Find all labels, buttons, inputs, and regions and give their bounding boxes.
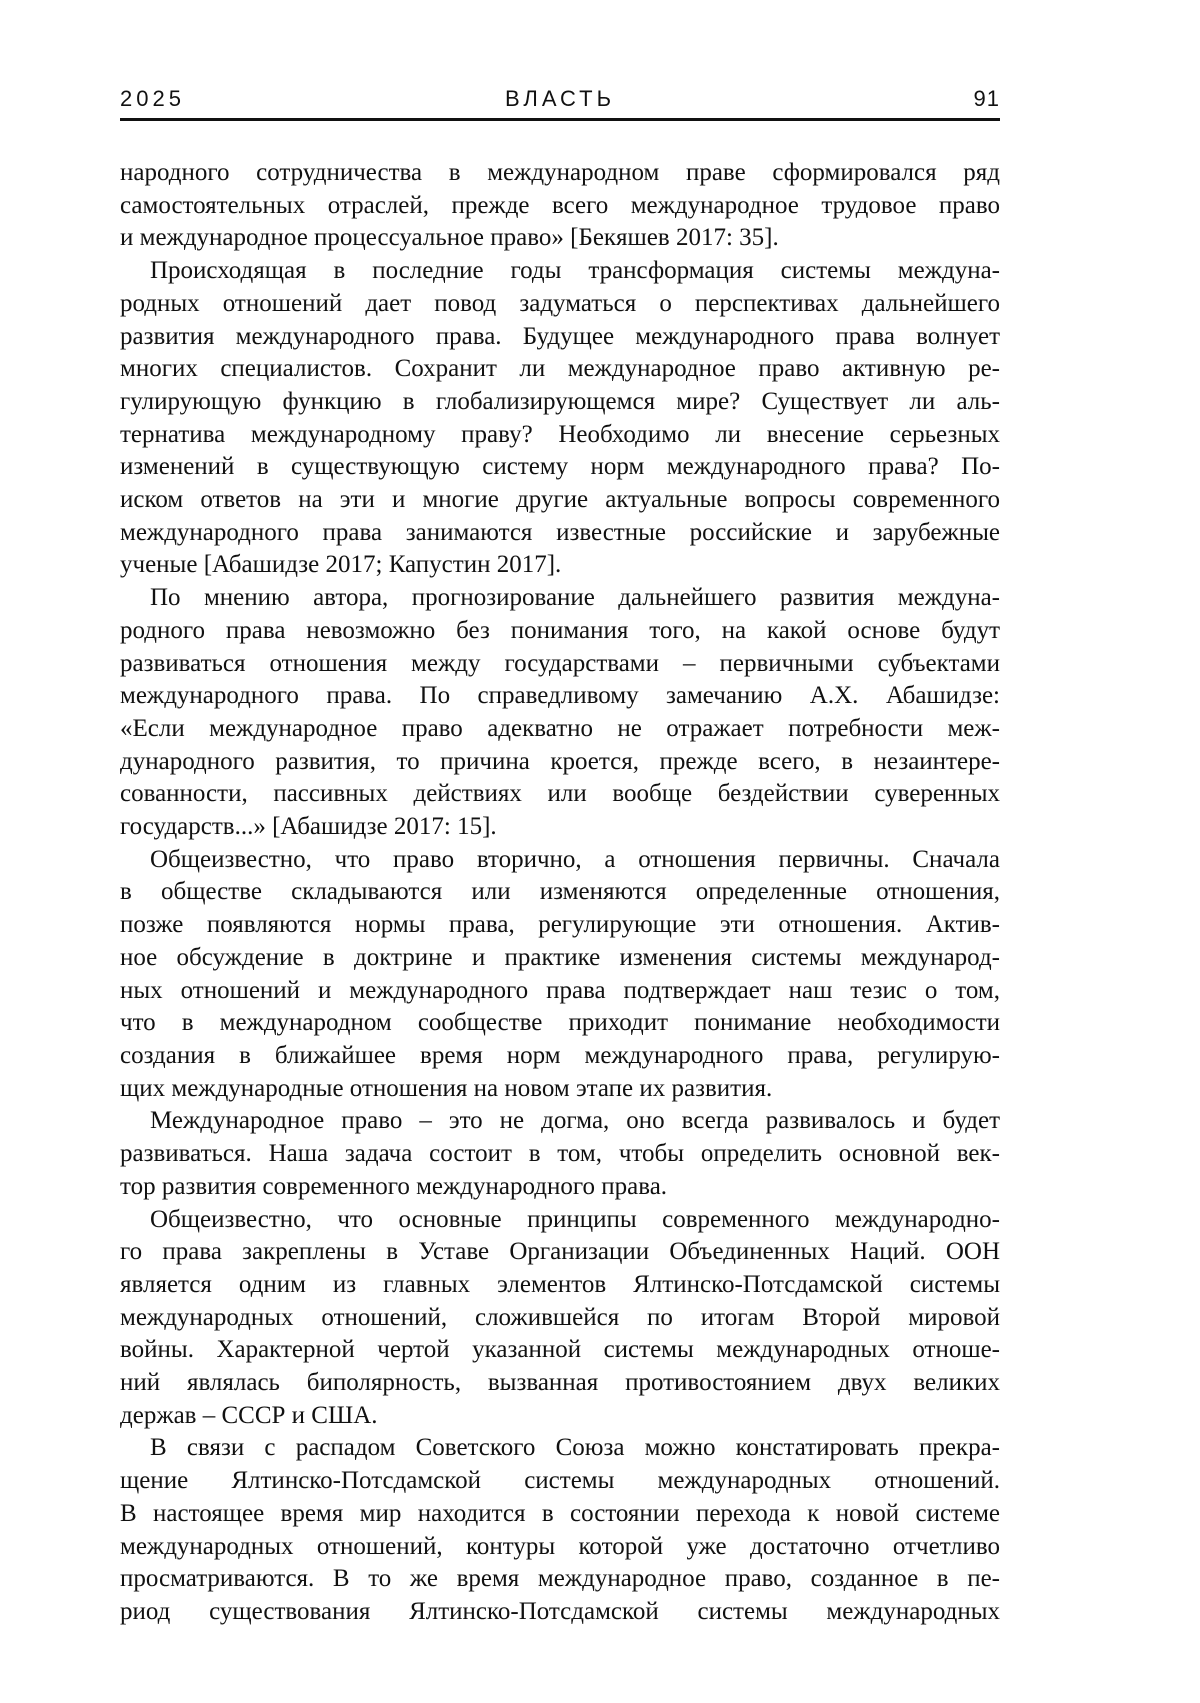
text-line: в обществе складываются или изменяются определенные отношения,	[120, 878, 1000, 906]
paragraph	[120, 1204, 1000, 1433]
article-body	[120, 157, 1000, 1629]
text-line: создания в ближайшее время норм международного права, регулирую-	[120, 1041, 1000, 1069]
text-line: войны. Характерной чертой указанной системы международных отноше-	[120, 1336, 1000, 1364]
header-rule	[120, 118, 1000, 121]
text-line: В настоящее время мир находится в состоянии перехода к новой системе	[120, 1499, 1000, 1527]
text-line: ний являлась биполярность, вызванная противостоянием двух великих	[120, 1369, 1000, 1397]
text-line: позже появляются нормы права, регулирующие эти отношения. Актив-	[120, 911, 1000, 939]
text-line: го права закреплены в Уставе Организации Объединенных Наций. ООН	[120, 1238, 1000, 1266]
text-line: просматриваются. В то же время международное право, созданное в пе-	[120, 1565, 1000, 1593]
text-line: Общеизвестно, что основные принципы современного международно-	[150, 1205, 1000, 1233]
text-line: щение Ялтинско-Потсдамской системы международных отношений.	[120, 1467, 1000, 1495]
text-line: развиваться. Наша задача состоит в том, чтобы определить основной век-	[120, 1140, 1000, 1168]
text-line: международного права занимаются известные российские и зарубежные	[120, 518, 1000, 546]
text-line: «Если международное право адекватно не отражает потребности меж-	[120, 714, 1000, 742]
text-line: родных отношений дает повод задуматься о перспективах дальнейшего	[120, 289, 1000, 317]
text-line: является одним из главных элементов Ялтинско-Потсдамской системы	[120, 1270, 1000, 1298]
text-line: многих специалистов. Сохранит ли международное право активную ре-	[120, 355, 1000, 383]
running-header	[120, 86, 1000, 120]
paragraph	[120, 582, 1000, 844]
paragraph	[120, 1432, 1000, 1628]
text-line: ученые [Абашидзе 2017; Капустин 2017].	[120, 551, 562, 579]
text-line: По мнению автора, прогнозирование дальнейшего развития междуна-	[150, 584, 1000, 612]
text-line: Происходящая в последние годы трансформация системы междуна-	[150, 257, 1000, 285]
text-line: изменений в существующую систему норм международного права? По-	[120, 453, 1000, 481]
text-line: гулирующую функцию в глобализирующемся мире? Существует ли аль-	[120, 387, 1000, 415]
paragraph	[120, 844, 1000, 1106]
text-line: щих международные отношения на новом этапе их развития.	[120, 1074, 773, 1102]
text-line: развития международного права. Будущее международного права волнует	[120, 322, 1000, 350]
text-line: самостоятельных отраслей, прежде всего международное трудовое право	[120, 191, 1000, 219]
text-line: дународного развития, то причина кроется, прежде всего, в незаинтере-	[120, 747, 1000, 775]
text-line: ных отношений и международного права подтверждает наш тезис о том,	[120, 976, 1000, 1004]
text-line: и международное процессуальное право» [Бекяшев 2017: 35].	[120, 224, 779, 252]
text-line: государств...» [Абашидзе 2017: 15].	[120, 813, 497, 841]
text-line: В связи с распадом Советского Союза можно констатировать прекра-	[150, 1434, 1000, 1462]
header-year: 2025	[120, 86, 185, 111]
text-line: тернатива международному праву? Необходимо ли внесение серьезных	[120, 420, 1000, 448]
text-line: риод существования Ялтинско-Потсдамской системы международных	[120, 1597, 1000, 1625]
text-line: что в международном сообществе приходит понимание необходимости	[120, 1009, 1000, 1037]
text-line: сованности, пассивных действиях или вообще бездействии суверенных	[120, 780, 1000, 808]
text-line: Общеизвестно, что право вторично, а отношения первичны. Сначала	[150, 845, 1000, 873]
text-line: иском ответов на эти и многие другие актуальные вопросы современного	[120, 486, 1000, 514]
text-line: Международное право – это не догма, оно всегда развивалось и будет	[150, 1107, 1000, 1135]
header-journal-title: ВЛАСТЬ	[504, 86, 616, 111]
text-line: ное обсуждение в доктрине и практике изменения системы международ-	[120, 943, 1000, 971]
text-line: держав – СССР и США.	[120, 1401, 378, 1429]
paragraph	[120, 255, 1000, 582]
text-line: международных отношений, сложившейся по итогам Второй мировой	[120, 1303, 1000, 1331]
text-line: развиваться отношения между государствами – первичными субъектами	[120, 649, 1000, 677]
page-number: 91	[973, 86, 1000, 111]
paragraph	[120, 1105, 1000, 1203]
text-line: международного права. По справедливому замечанию А.Х. Абашидзе:	[120, 682, 1000, 710]
text-line: родного права невозможно без понимания того, на какой основе будут	[120, 616, 1000, 644]
text-line: народного сотрудничества в международном праве сформировался ряд	[120, 159, 1000, 186]
text-line: международных отношений, контуры которой уже достаточно отчетливо	[120, 1532, 1000, 1560]
text-line: тор развития современного международного права.	[120, 1172, 668, 1200]
paragraph	[120, 157, 1000, 255]
